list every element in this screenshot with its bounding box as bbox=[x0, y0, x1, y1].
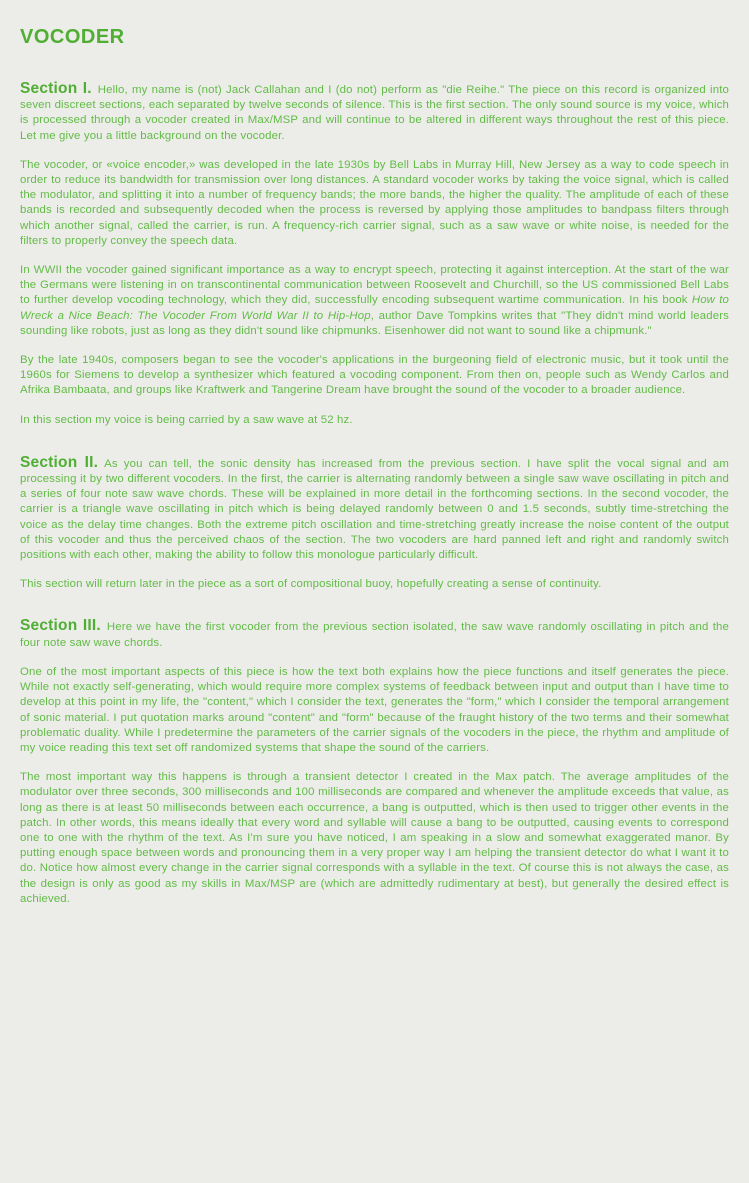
section-1-paragraph-1-text: Hello, my name is (not) Jack Callahan and I (do not) perform as "die Reihe." The piece on this record is organized into seven discreet sections, each separated by twelve seconds of silence. This is the first section. The only sound source is my voice, which is processed through a vocoder created in Max/MSP and will continue to be altered in different ways throughout the rest of this piece. Let me give you a little background on the vocoder. bbox=[20, 84, 729, 142]
section-1-paragraph-4: By the late 1940s, composers began to see the vocoder's applications in the burgeoning field of electronic music, but it took until the 1960s for Siemens to develop a synthesizer which featured a vocoding component. From then on, people such as Wendy Carlos and Afrika Bambaata, and groups like Kraftwerk and Tangerine Dream have brought the sound of the vocoder to a broader audience. bbox=[20, 354, 729, 397]
page-title: VOCODER bbox=[20, 26, 125, 48]
section-3-paragraph-3: The most important way this happens is through a transient detector I created in the Max patch. The average amplitudes of the modulator over three seconds, 300 milliseconds and 100 milliseconds are compared and whenever the amplitude exceeds that value, as long as there is at least 50 milliseconds between each occurrence, a bang is outputted, which is then used to trigger other events in the patch. In other words, this means ideally that every word and syllable will cause a bang to be outputted, causing events to correspond one to one with the rhythm of the text. As I'm sure you have noticed, I am speaking in a slow and somewhat exaggerated manor. By putting enough space between words and pronouncing them in a very proper way I am helping the transient detector do what I want it to do. Notice how almost every change in the carrier signal corresponds with a syllable in the text. Of course this is not always the case, as the design is only as good as my skills in Max/MSP are (which are admittedly rudimentary at best), but generally the desired effect is achieved. bbox=[20, 771, 729, 905]
section-3-heading: Section III. bbox=[20, 617, 101, 635]
section-1-paragraph-1 bbox=[20, 81, 729, 144]
section-3-paragraph-2: One of the most important aspects of this piece is how the text both explains how the piece functions and itself generates the piece. While not exactly self-generating, which would require more complex systems of feedback between input and output than I have time to develop at this point in my life, the "content," which I consider the text, generates the "form," which I consider the temporal arrangement of sonic material. I put quotation marks around "content" and "form" because of the fraught history of the two terms and their somewhat problematic duality. While I predetermine the parameters of the carrier signals of the vocoders in the piece, the rhythm and amplitude of my voice reading this text set off randomized systems that shape the sound of the carriers. bbox=[20, 665, 729, 754]
section-2 bbox=[20, 455, 729, 593]
book-title: How to Wreck a Nice Beach: The Vocoder From World War II to Hip-Hop bbox=[20, 294, 729, 322]
section-2-paragraph-1 bbox=[20, 455, 729, 563]
section-1-paragraph-5: In this section my voice is being carried by a saw wave at 52 hz. bbox=[20, 413, 353, 426]
section-2-paragraph-1-text: As you can tell, the sonic density has increased from the previous section. I have split the vocal signal and am processing it by two different vocoders. In the first, the carrier is alternating randomly between a single saw wave oscillating in pitch and a series of four note saw wave chords. These will be explained in more detail in the forthcoming sections. In the second vocoder, the carrier is a triangle wave oscillating in pitch which is being delayed randomly between 0 and 1.5 seconds, subtly time-stretching the voice as the delay time changes. Both the extreme pitch oscillation and time-stretching greatly increase the noise content of the output of this vocoder and thus the perceived chaos of the section. The two vocoders are hard panned left and right and randomly switch positions with each other, making the ability to follow this monologue particularly difficult. bbox=[20, 457, 729, 562]
section-3 bbox=[20, 618, 729, 906]
section-1-heading: Section I. bbox=[20, 80, 92, 97]
section-2-paragraph-2: This section will return later in the piece as a sort of compositional buoy, hopefully creating a sense of continuity. bbox=[20, 578, 602, 591]
section-1-paragraph-2: The vocoder, or «voice encoder,» was developed in the late 1930s by Bell Labs in Murray Hill, New Jersey as a way to code speech in order to reduce its bandwidth for transmission over long distances. A standard vocoder works by taking the voice signal, which is called the modulator, and splitting it into a number of frequency bands; the more bands, the higher the quality. The amplitude of each of these bands is recorded and subsequently decoded when the process is reversed by applying those amplitudes to bandpass filters through which another signal, called the carrier, is run. A frequency-rich carrier signal, such as a saw wave or white noise, is needed for the filters to properly convey the speech data. bbox=[20, 158, 729, 247]
section-3-paragraph-1-text: Here we have the first vocoder from the previous section isolated, the saw wave randomly oscillating in pitch and the four note saw wave chords. bbox=[20, 621, 729, 649]
section-1-paragraph-3-after: , author Dave Tompkins writes that "They didn't mind world leaders sounding like robots, just as long as they didn't sound like chipmunks. Eisenhower did not want to sound like a chipmunk." bbox=[20, 309, 729, 337]
section-1-paragraph-3 bbox=[20, 263, 729, 339]
section-1 bbox=[20, 81, 729, 428]
section-1-paragraph-3-before: In WWII the vocoder gained significant importance as a way to encrypt speech, protecting it against interception. At the start of the war the Germans were listening in on transcontinental communication between Roosevelt and Churchill, so the US commissioned Bell Labs to further develop vocoding technology, which they did, successfully encoding subsequent wartime communication. In his book bbox=[20, 264, 729, 307]
section-3-paragraph-1 bbox=[20, 618, 729, 650]
section-2-heading: Section II. bbox=[20, 453, 99, 471]
